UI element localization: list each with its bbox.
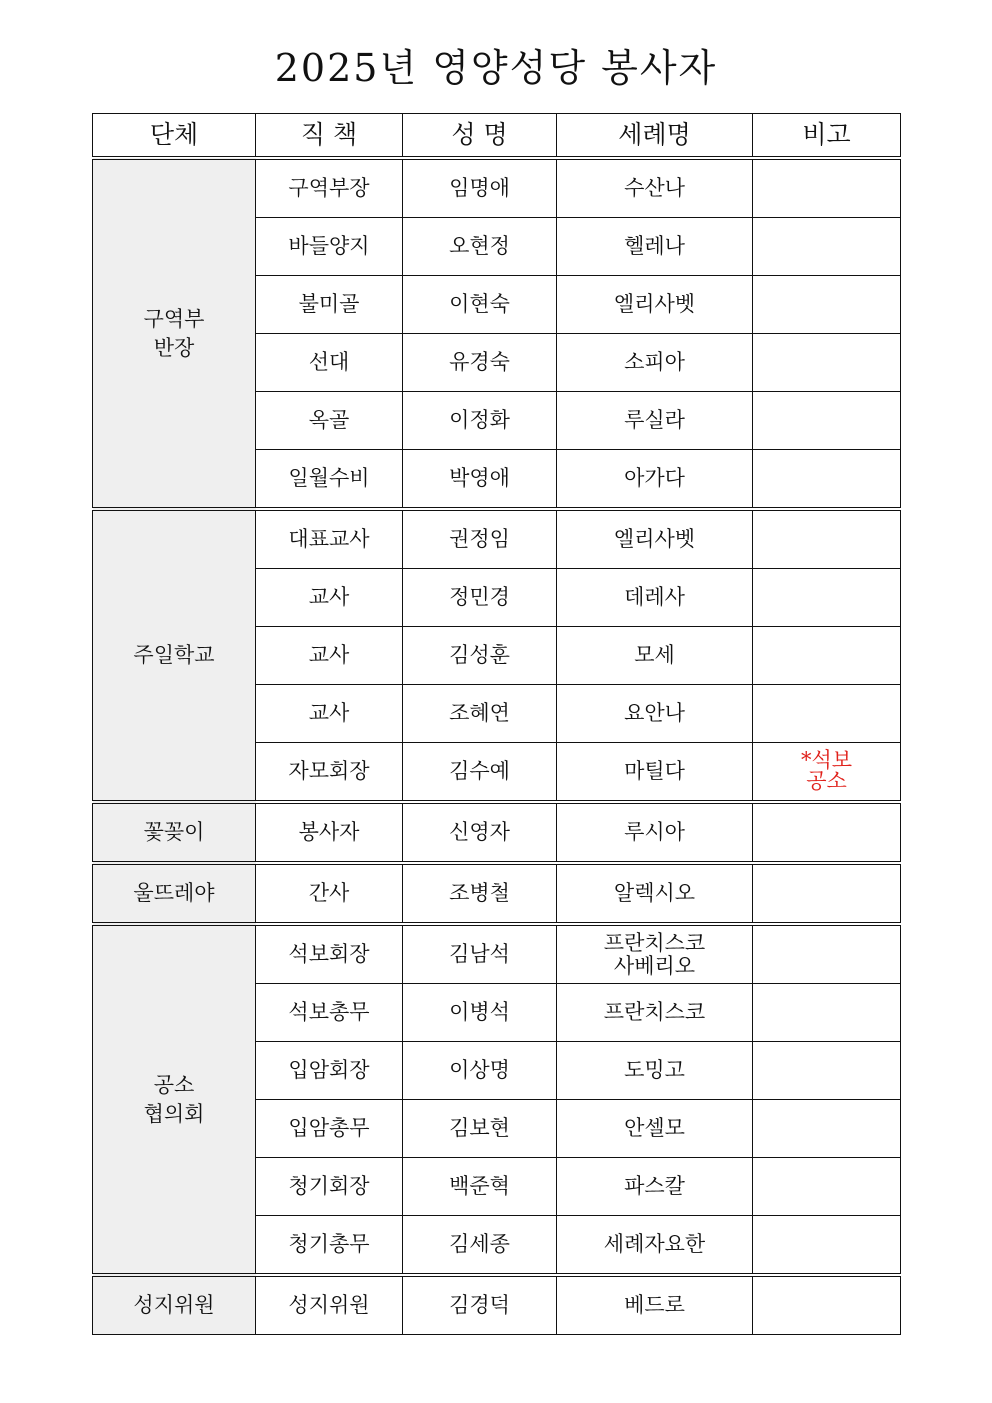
group-cell-flower: 꽃꽂이 (93, 802, 256, 863)
role-cell: 간사 (256, 863, 403, 924)
note-cell (753, 1158, 901, 1216)
role-cell: 교사 (256, 627, 403, 685)
name-cell: 이정화 (403, 392, 557, 450)
name-cell: 이상명 (403, 1042, 557, 1100)
name-cell: 오현정 (403, 218, 557, 276)
note-cell (753, 392, 901, 450)
header-note: 비고 (753, 114, 901, 159)
baptism-cell: 소피아 (557, 334, 753, 392)
group-cell-shrine: 성지위원 (93, 1275, 256, 1335)
table-row (93, 863, 901, 924)
baptism-cell (557, 924, 753, 984)
note-cell (753, 863, 901, 924)
note-cell (753, 685, 901, 743)
name-cell: 유경숙 (403, 334, 557, 392)
role-cell: 바들양지 (256, 218, 403, 276)
note-cell (753, 1100, 901, 1158)
role-cell: 선대 (256, 334, 403, 392)
volunteer-table (92, 113, 901, 1335)
header-group: 단체 (93, 114, 256, 159)
note-cell (753, 802, 901, 863)
role-cell: 구역부장 (256, 158, 403, 218)
note-cell (753, 1216, 901, 1276)
role-cell: 대표교사 (256, 509, 403, 569)
group-cell-district (93, 158, 256, 509)
name-cell: 김수예 (403, 743, 557, 803)
group-label: 구역부 (143, 307, 205, 332)
name-cell: 이현숙 (403, 276, 557, 334)
role-cell: 불미골 (256, 276, 403, 334)
role-cell: 석보회장 (256, 924, 403, 984)
group-label: 협의회 (143, 1101, 205, 1126)
baptism-cell: 헬레나 (557, 218, 753, 276)
role-cell: 청기회장 (256, 1158, 403, 1216)
baptism-text: 사베리오 (613, 953, 696, 978)
role-cell: 교사 (256, 569, 403, 627)
baptism-cell: 요안나 (557, 685, 753, 743)
role-cell: 봉사자 (256, 802, 403, 863)
note-cell (753, 334, 901, 392)
baptism-cell: 파스칼 (557, 1158, 753, 1216)
baptism-cell: 세례자요한 (557, 1216, 753, 1276)
baptism-cell: 수산나 (557, 158, 753, 218)
role-cell: 옥골 (256, 392, 403, 450)
baptism-cell: 안셀모 (557, 1100, 753, 1158)
header-row (93, 114, 901, 159)
role-cell: 일월수비 (256, 450, 403, 510)
role-cell: 입암총무 (256, 1100, 403, 1158)
name-cell: 김보현 (403, 1100, 557, 1158)
name-cell: 조병철 (403, 863, 557, 924)
note-cell (753, 509, 901, 569)
name-cell: 김경덕 (403, 1275, 557, 1335)
role-cell: 청기총무 (256, 1216, 403, 1276)
note-cell (753, 924, 901, 984)
baptism-cell: 베드로 (557, 1275, 753, 1335)
name-cell: 권정임 (403, 509, 557, 569)
note-cell (753, 984, 901, 1042)
name-cell: 김세종 (403, 1216, 557, 1276)
note-cell (753, 158, 901, 218)
baptism-cell: 마틸다 (557, 743, 753, 803)
name-cell: 백준혁 (403, 1158, 557, 1216)
name-cell: 김성훈 (403, 627, 557, 685)
baptism-cell: 알렉시오 (557, 863, 753, 924)
baptism-cell: 프란치스코 (557, 984, 753, 1042)
name-cell: 이병석 (403, 984, 557, 1042)
table-row (93, 158, 901, 218)
baptism-cell: 데레사 (557, 569, 753, 627)
header-baptism: 세례명 (557, 114, 753, 159)
note-cell (753, 569, 901, 627)
group-cell-gongso (93, 924, 256, 1275)
note-cell (753, 627, 901, 685)
table-row (93, 924, 901, 984)
header-name: 성 명 (403, 114, 557, 159)
baptism-cell: 모세 (557, 627, 753, 685)
note-cell (753, 218, 901, 276)
note-text: 공소 (806, 769, 847, 794)
baptism-text: 프란치스코 (603, 931, 706, 956)
name-cell: 신영자 (403, 802, 557, 863)
name-cell: 정민경 (403, 569, 557, 627)
group-label: 반장 (153, 335, 195, 360)
note-cell (753, 450, 901, 510)
group-label: 공소 (153, 1073, 195, 1098)
page-title: 2025년 영양성당 봉사자 (274, 46, 718, 90)
table-row (93, 509, 901, 569)
name-cell: 조혜연 (403, 685, 557, 743)
baptism-cell: 루실라 (557, 392, 753, 450)
role-cell: 자모회장 (256, 743, 403, 803)
header-role: 직 책 (256, 114, 403, 159)
name-cell: 김남석 (403, 924, 557, 984)
baptism-cell: 도밍고 (557, 1042, 753, 1100)
table-row (93, 1275, 901, 1335)
note-cell (753, 1042, 901, 1100)
role-cell: 입암회장 (256, 1042, 403, 1100)
note-cell (753, 276, 901, 334)
name-cell: 박영애 (403, 450, 557, 510)
role-cell: 석보총무 (256, 984, 403, 1042)
baptism-cell: 엘리사벳 (557, 276, 753, 334)
baptism-cell: 루시아 (557, 802, 753, 863)
baptism-cell: 아가다 (557, 450, 753, 510)
name-cell: 임명애 (403, 158, 557, 218)
group-cell-olteurea: 울뜨레야 (93, 863, 256, 924)
note-text: *석보 (800, 748, 853, 773)
note-cell (753, 743, 901, 803)
table-row (93, 802, 901, 863)
group-cell-sunday-school: 주일학교 (93, 509, 256, 802)
note-cell (753, 1275, 901, 1335)
role-cell: 교사 (256, 685, 403, 743)
role-cell: 성지위원 (256, 1275, 403, 1335)
baptism-cell: 엘리사벳 (557, 509, 753, 569)
